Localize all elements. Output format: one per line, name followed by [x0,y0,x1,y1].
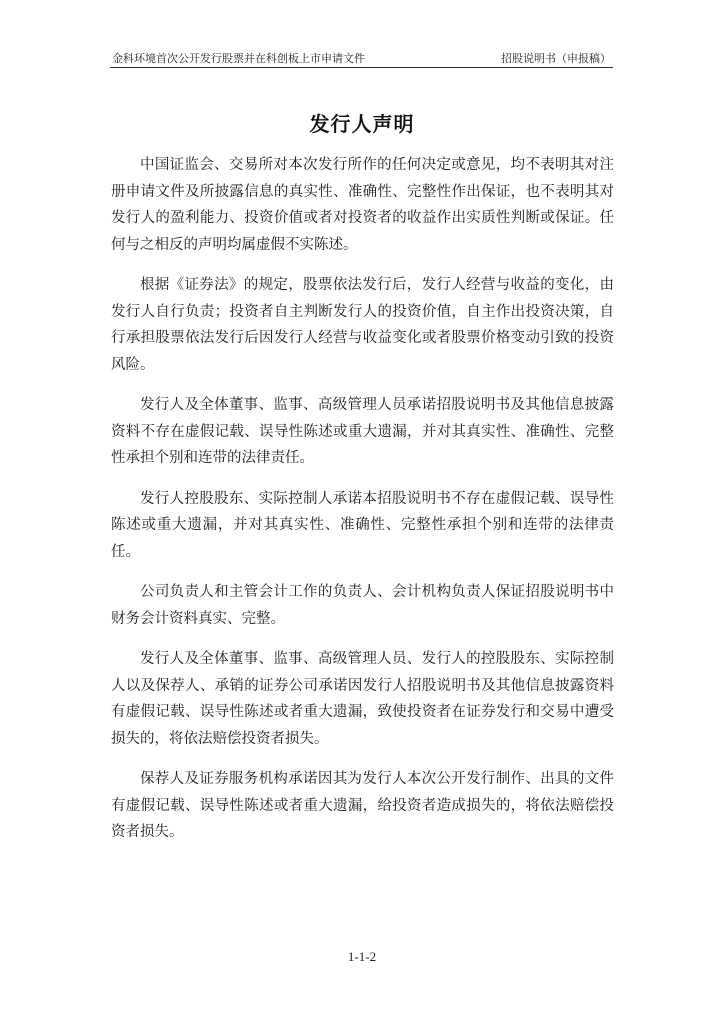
paragraph-1: 中国证监会、交易所对本次发行所作的任何决定或意见，均不表明其对注册申请文件及所披露信息的真实性、准确性、完整性作出保证，也不表明其对发行人的盈利能力、投资价值或者对投资者的收益作出实质性判断或保证。任何与之相反的声明均属虚假不实陈述。 [111,157,614,253]
paragraph-5: 公司负责人和主管会计工作的负责人、会计机构负责人保证招股说明书中财务会计资料真实、完整。 [111,584,614,627]
header-divider [110,67,613,68]
paragraph-4: 发行人控股股东、实际控制人承诺本招股说明书不存在虚假记载、误导性陈述或重大遗漏，并对其真实性、准确性、完整性承担个别和连带的法律责任。 [111,490,614,560]
paragraph-6: 发行人及全体董事、监事、高级管理人员、发行人的控股股东、实际控制人以及保荐人、承销的证券公司承诺因发行人招股说明书及其他信息披露资料有虚假记载、误导性陈述或者重大遗漏，致使投资者在证券发行和交易中遭受损失的，将依法赔偿投资者损失。 [111,651,614,747]
header-document-name: 金科环境首次公开发行股票并在科创板上市申请文件 [112,52,365,65]
paragraph-7: 保荐人及证券服务机构承诺因其为发行人本次公开发行制作、出具的文件有虚假记载、误导性陈述或者重大遗漏，给投资者造成损失的，将依法赔偿投资者损失。 [111,771,614,840]
paragraph-3: 发行人及全体董事、监事、高级管理人员承诺招股说明书及其他信息披露资料不存在虚假记载、误导性陈述或重大遗漏，并对其真实性、准确性、完整性承担个别和连带的法律责任。 [111,397,614,466]
page-title: 发行人声明 [309,112,415,136]
page-header [110,50,613,66]
page-number: 1-1-2 [347,949,377,964]
paragraph-2: 根据《证券法》的规定，股票依法发行后，发行人经营与收益的变化，由发行人自行负责；投资者自主判断发行人的投资价值，自主作出投资决策，自行承担股票依法发行后因发行人经营与收益变化或者股票价格变动引致的投资风险。 [111,277,614,373]
declaration-body [111,152,614,860]
header-document-type: 招股说明书（申报稿） [501,52,611,65]
